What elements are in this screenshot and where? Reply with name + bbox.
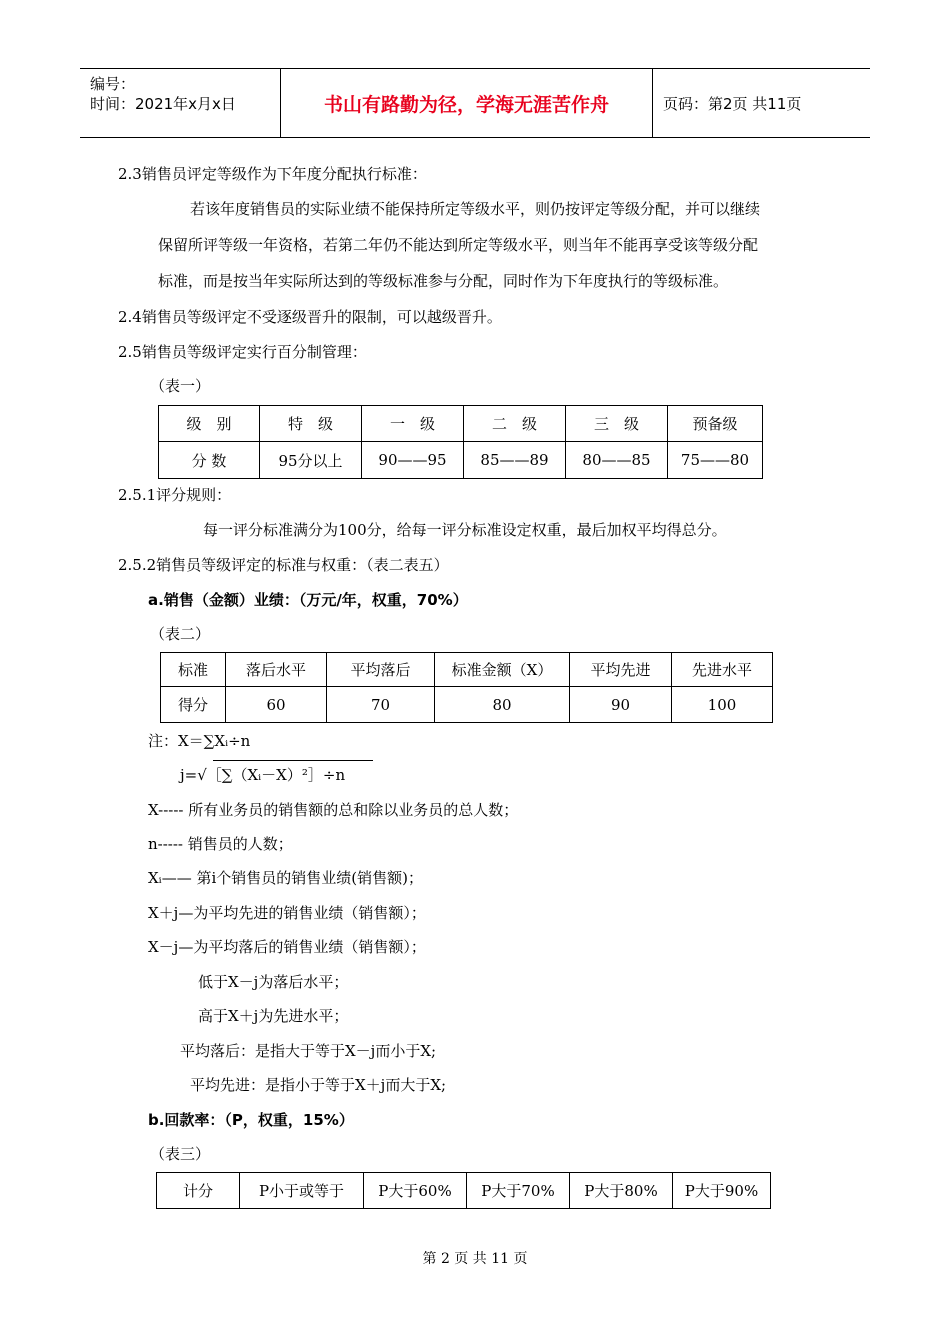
definition-line: Xᵢ—— 第i个销售员的销售业绩(销售额)； [148, 869, 423, 887]
table-cell: P大于60% [364, 1173, 467, 1209]
definition-line: n----- 销售员的人数； [148, 835, 293, 853]
header-meta [80, 69, 281, 137]
collection-rate-table [156, 1172, 771, 1209]
table-row [157, 1173, 771, 1209]
page-info: 页码：第2页 共11页 [663, 94, 802, 113]
table-cell: 预备级 [668, 406, 763, 442]
table-cell: 二 级 [464, 406, 566, 442]
table-row [159, 442, 763, 479]
definition-line: 高于X＋j为先进水平； [198, 1007, 349, 1025]
table-cell: 级 别 [159, 406, 260, 442]
section-2-5-1: 2.5.1评分规则： [118, 486, 232, 504]
page-footer: 第 2 页 共 11 页 [422, 1251, 528, 1267]
section-2-4: 2.4销售员等级评定不受逐级晋升的限制，可以越级晋升。 [118, 308, 502, 326]
table-row [161, 653, 773, 687]
table-cell: 90——95 [362, 442, 464, 479]
table-cell: 三 级 [566, 406, 668, 442]
paragraph-line: 标准，而是按当年实际所达到的等级标准参与分配，同时作为下年度执行的等级标准。 [158, 272, 729, 290]
table-cell: 85——89 [464, 442, 566, 479]
section-b-title: b.回款率：（P，权重，15%） [148, 1111, 354, 1129]
section-2-3: 2.3销售员评定等级作为下年度分配执行标准： [118, 165, 427, 183]
table2-caption: （表二） [150, 625, 211, 643]
table-cell: 60 [226, 687, 327, 723]
definition-line: 平均落后：是指大于等于X－j而小于X; [180, 1042, 437, 1060]
table-cell: 80 [435, 687, 570, 723]
table-cell: 落后水平 [226, 653, 327, 687]
definition-line: X----- 所有业务员的销售额的总和除以业务员的总人数； [148, 801, 519, 819]
definition-line: X＋j—为平均先进的销售业绩（销售额）； [148, 904, 426, 922]
table-cell: 特 级 [260, 406, 362, 442]
sales-table [160, 652, 773, 723]
paragraph-line: 若该年度销售员的实际业绩不能保持所定等级水平，则仍按评定等级分配，并可以继续 [190, 200, 761, 218]
table-cell: 标准金额（X） [435, 653, 570, 687]
formula-mean: 注：X＝∑Xᵢ÷n [148, 732, 251, 750]
sqrt-bar [213, 760, 373, 761]
table-cell: P小于或等于 [240, 1173, 364, 1209]
table-cell: 80——85 [566, 442, 668, 479]
paragraph-line: 保留所评等级一年资格，若第二年仍不能达到所定等级水平，则当年不能再享受该等级分配 [158, 236, 759, 254]
table-cell: 90 [570, 687, 672, 723]
table-cell: P大于90% [673, 1173, 771, 1209]
table-cell: 一 级 [362, 406, 464, 442]
table-cell: 平均先进 [570, 653, 672, 687]
table1-caption: （表一） [150, 377, 211, 395]
table-row [159, 406, 763, 442]
section-2-5-2: 2.5.2销售员等级评定的标准与权重：（表二表五） [118, 556, 449, 574]
table-row [161, 687, 773, 723]
table-cell: P大于70% [467, 1173, 570, 1209]
definition-line: X－j—为平均落后的销售业绩（销售额）； [148, 938, 426, 956]
grade-table [158, 405, 763, 479]
table-cell: 70 [327, 687, 435, 723]
table-cell: 平均落后 [327, 653, 435, 687]
table-cell: 标准 [161, 653, 226, 687]
section-2-5: 2.5销售员等级评定实行百分制管理： [118, 343, 367, 361]
table-cell: 100 [672, 687, 773, 723]
definition-line: 平均先进：是指小于等于X＋j而大于X; [190, 1076, 447, 1094]
formula-stddev: j=√［∑（Xᵢ－X）²］÷n [180, 766, 346, 784]
serial-label: 编号： [90, 75, 136, 93]
section-a-title: a.销售（金额）业绩：（万元/年，权重，70%） [148, 591, 468, 609]
table-cell: 得分 [161, 687, 226, 723]
table-cell: 先进水平 [672, 653, 773, 687]
paragraph-line: 每一评分标准满分为100分，给每一评分标准设定权重，最后加权平均得总分。 [203, 521, 727, 539]
page-header [80, 68, 870, 138]
table-cell: 分 数 [159, 442, 260, 479]
table-cell: 95分以上 [260, 442, 362, 479]
table-cell: P大于80% [570, 1173, 673, 1209]
table-cell: 计分 [157, 1173, 240, 1209]
definition-line: 低于X－j为落后水平； [198, 973, 349, 991]
motto: 书山有路勤为径，学海无涯苦作舟 [281, 69, 653, 137]
time-label: 时间：2021年x月x日 [90, 95, 236, 113]
table3-caption: （表三） [150, 1145, 211, 1163]
table-cell: 75——80 [668, 442, 763, 479]
